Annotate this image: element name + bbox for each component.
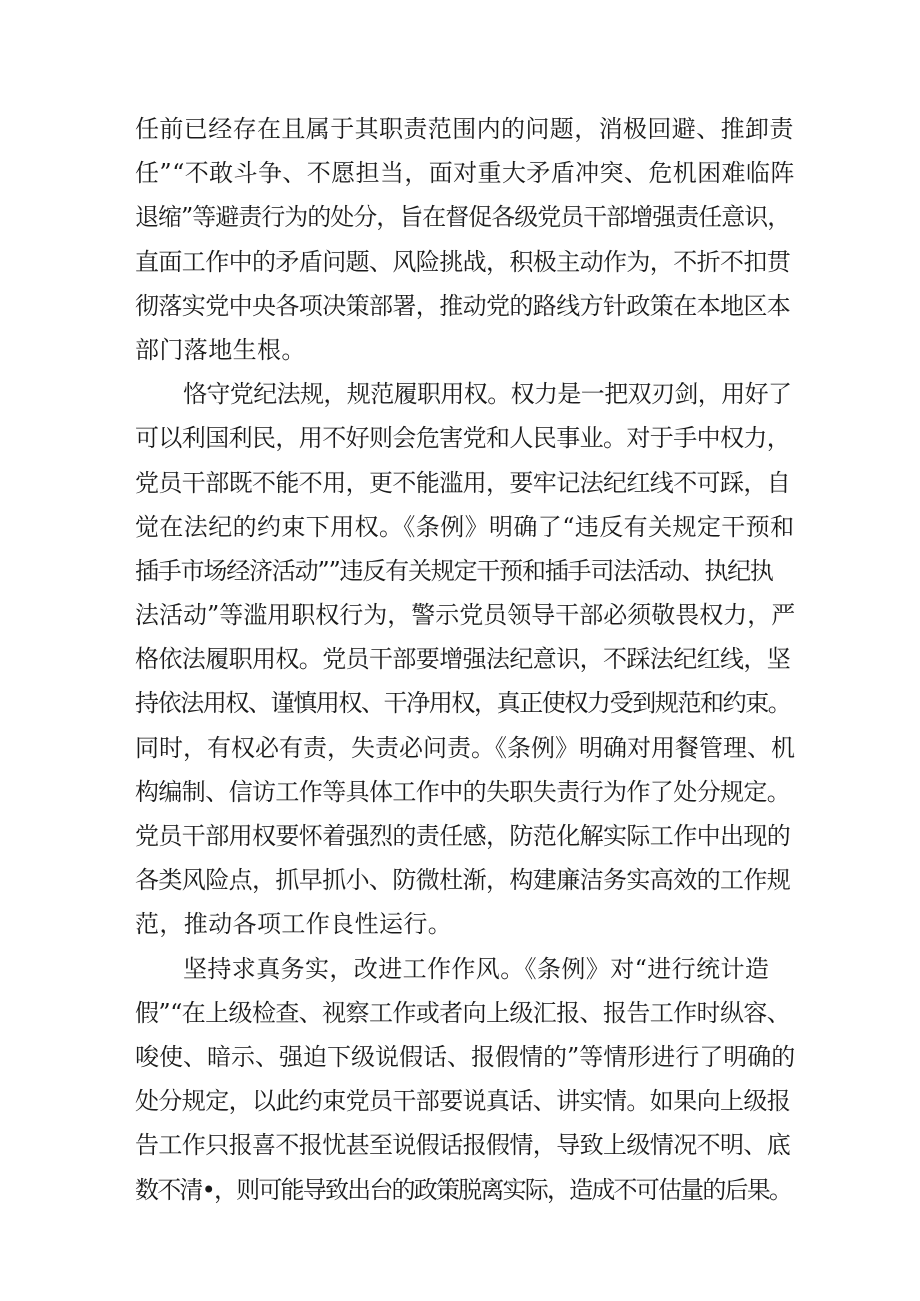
text-line: 法活动”等滥用职权行为，警示党员领导干部必须敬畏权力，严	[135, 601, 796, 630]
text-line: 数不清•，则可能导致出台的政策脱离实际，造成不可估量的后果。	[135, 1175, 792, 1204]
text-line: 任”“不敢斗争、不愿担当，面对重大矛盾冲突、危机困难临阵	[135, 159, 795, 188]
paragraph-work-style	[135, 947, 795, 1212]
text-line: 退缩”等避责行为的处分，旨在督促各级党员干部增强责任意识，	[135, 203, 791, 232]
text-line: 格依法履职用权。党员干部要增强法纪意识，不踩法纪红线，坚	[135, 645, 791, 674]
text-line: 插手市场经济活动””违反有关规定干预和插手司法活动、执纪执	[135, 556, 773, 585]
text-line: 范，推动各项工作良性运行。	[135, 910, 453, 939]
paragraph-power	[135, 372, 795, 946]
text-line: 坚持求真务实，改进工作作风。《条例》对“进行统计造	[183, 954, 770, 983]
text-line: 可以利国利民，用不好则会危害党和人民事业。对于手中权力，	[135, 424, 791, 453]
text-line: 直面工作中的矛盾问题、风险挑战，积极主动作为，不折不扣贯	[135, 247, 791, 276]
text-line: 各类风险点，抓早抓小、防微杜渐，构建廉洁务实高效的工作规	[135, 866, 791, 895]
text-line: 处分规定，以此约束党员干部要说真话、讲实情。如果向上级报	[135, 1087, 791, 1116]
text-line: 假”“在上级检查、视察工作或者向上级汇报、报告工作时纵容、	[135, 998, 791, 1027]
paragraph-continuation	[135, 107, 795, 372]
text-line: 党员干部用权要怀着强烈的责任感，防范化解实际工作中出现的	[135, 822, 791, 850]
document-body	[135, 107, 795, 1212]
text-line: 告工作只报喜不报忧甚至说假话报假情，导致上级情况不明、底	[135, 1131, 791, 1160]
text-line: 部门落地生根。	[135, 335, 306, 364]
text-line: 恪守党纪法规，规范履职用权。权力是一把双刃剑，用好了	[183, 380, 792, 409]
text-line: 唆使、暗示、强迫下级说假话、报假情的”等情形进行了明确的	[135, 1042, 796, 1071]
text-line: 同时，有权必有责，失责必问责。《条例》明确对用餐管理、机	[135, 733, 795, 762]
text-line: 持依法用权、谨慎用权、干净用权，真正使权力受到规范和约束。	[135, 689, 791, 718]
text-line: 构编制、信访工作等具体工作中的失职失责行为作了处分规定。	[135, 777, 791, 806]
text-line: 觉在法纪的约束下用权。《条例》明确了“违反有关规定干预和	[135, 512, 795, 541]
text-line: 任前已经存在且属于其职责范围内的问题，消极回避、推卸责	[135, 115, 794, 143]
text-line: 彻落实党中央各项决策部署，推动党的路线方针政策在本地区本	[135, 291, 791, 320]
text-line: 党员干部既不能不用，更不能滥用，要牢记法纪红线不可踩，自	[135, 468, 791, 497]
